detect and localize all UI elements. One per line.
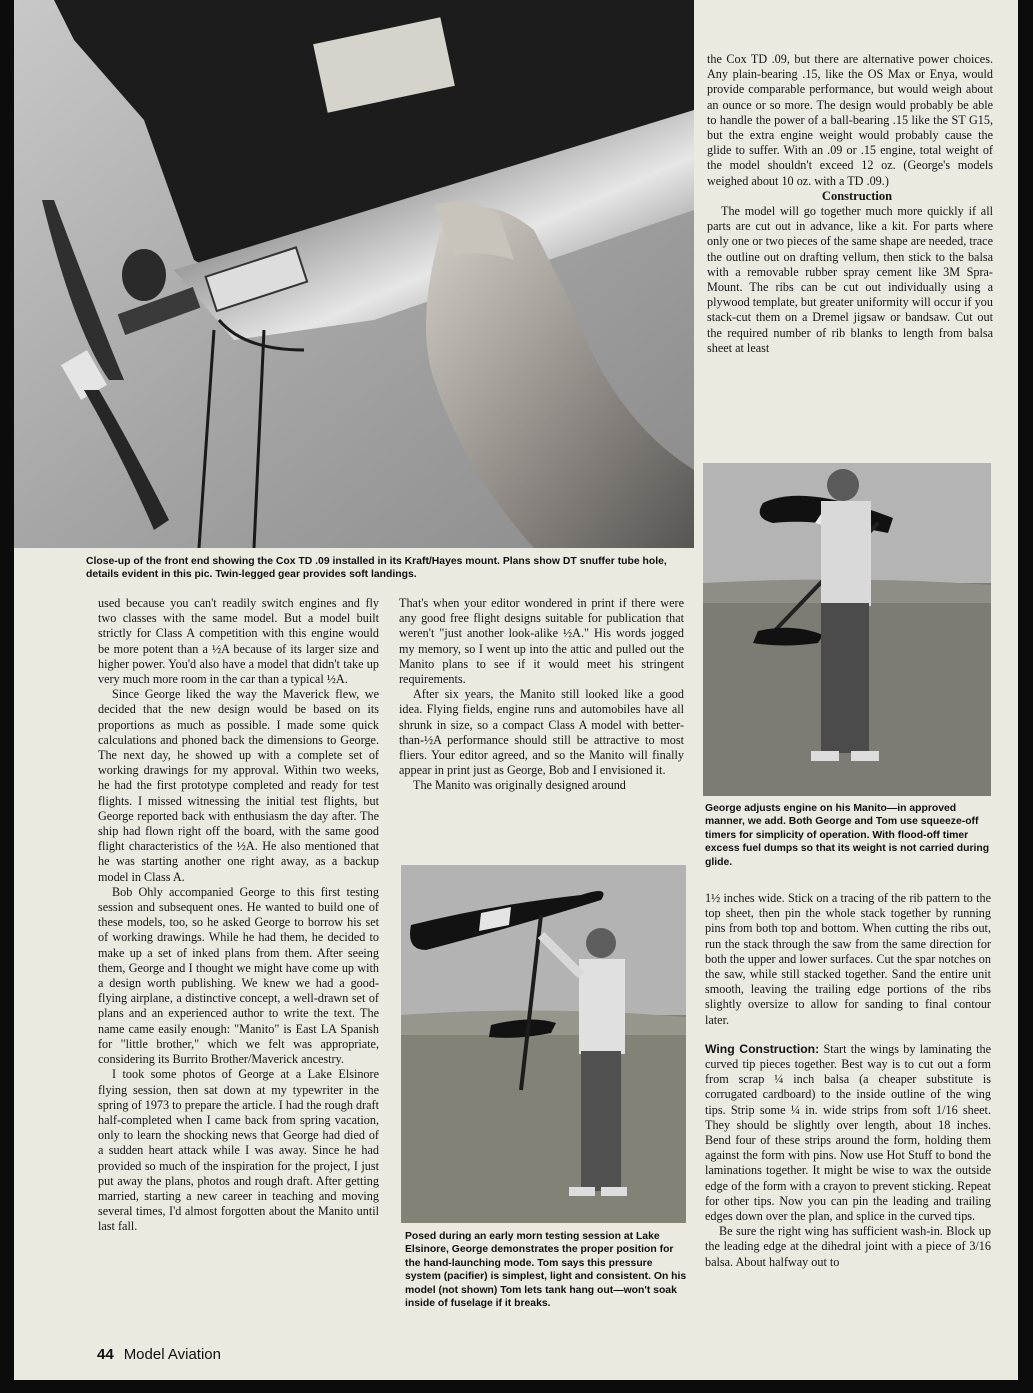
paragraph-text: Start the wings by laminating the curved tip pieces together. Best way is to cut out a form from scrap ¼ inch balsa (a cheaper substitute is corrugated cardboard) to the inside outline of the wing tips. Strip some ¼ in. wide strips from soft 1/16 sheet. They should be slightly over length, about 18 inches. Bend four of these strips around the form, holding them against the form with pins. Now use Hot Stuff to bond the laminations together. It might be wise to wax the outside edge of the form with a crayon to prevent sticking. Repeat for other tips. Now you can pin the leading and trailing edges down over the plan, and splice in the curved tips. — [705, 1041, 991, 1224]
section-heading-construction: Construction — [821, 188, 893, 203]
column-1-text — [98, 596, 379, 1235]
paragraph: I took some photos of George at a Lake Elsinore flying session, then sat down at my typewriter in the spring of 1973 to prepare the article. I had the rough draft half-completed when I came back from spring vacation, only to learn the shocking news that George had died of a sudden heart attack while I was away. Since he had provided so much of the inspiration for the project, I just put away the plans, photos and rough draft. After getting married, starting a new career in teaching and moving several times, I'd almost forgotten about the Manito until last fall. — [98, 1067, 379, 1234]
paragraph: Since George liked the way the Maverick flew, we decided that the new design would be based on its proportions as much as possible. I made some quick calculations and phoned back the dimensions to George. The next day, he showed up with a complete set of working drawings for my approval. Within two weeks, he had the first prototype completed and ready for test flights. I missed witnessing the initial test flights, but George reported back with enthusiasm the day after. The ship had flown right off the board, with the same good flight characteristics of the ½A. He also mentioned that he was starting another one right away, as a backup model in Class A. — [98, 687, 379, 884]
page-number: 44 — [97, 1346, 114, 1363]
run-in-heading: Wing Construction: — [705, 1041, 820, 1056]
paragraph: That's when your editor wondered in print if there were any good free flight designs suitable for publication that weren't "just another look-alike ½A." His words jogged my memory, so I went up into the attic and pulled out the Manito plans to see if it would meet his stringent requirements. — [399, 596, 684, 687]
paragraph: The Manito was originally designed around — [413, 778, 626, 793]
middle-photo-caption: Posed during an early morn testing session at Lake Elsinore, George demonstrates the proper position for the hand-launching mode. Tom says this pressure system (pacifier) is simplest, light and consistent. On his model (not shown) Tom lets tank hang out—won't soak inside of fuselage if it breaks. — [405, 1231, 687, 1310]
page-folio — [97, 1346, 221, 1363]
paragraph: Be sure the right wing has sufficient wash-in. Block up the leading edge at the dihedral joint with a piece of 3/16 balsa. About halfway out to — [705, 1224, 991, 1269]
paragraph: Bob Ohly accompanied George to this first testing session and subsequent ones. He wanted to build one of these models, too, so he asked George to borrow his set of working drawings. While he had them, he decided to make up a set of inked plans from them. After seeing them, George and I thought we might have come up with a design worth publishing. We knew we had a good-flying airplane, a distinctive concept, a well-drawn set of plans and an experienced author to write the text. The name came easily enough: "Manito" is East LA Spanish for "little brother," which we felt was appropriate, considering its Burrito Brother/Maverick ancestry. — [98, 884, 379, 1067]
engine-closeup-photo — [14, 0, 694, 548]
magazine-title: Model Aviation — [123, 1346, 221, 1363]
right-photo-caption: George adjusts engine on his Manito—in approved manner, we add. Both George and Tom use squeeze-off timers for simplicity of operation. With flood-off timer excess fuel dumps so that its weight is not carried during glide. — [705, 803, 990, 868]
magazine-page — [14, 0, 1018, 1380]
right-top-text — [707, 52, 993, 356]
george-adjusting-engine-photo — [703, 463, 991, 796]
engine-closeup-image — [14, 0, 694, 548]
hand-launch-image — [401, 865, 686, 1223]
paragraph: 1½ inches wide. Stick on a tracing of the rib pattern to the top sheet, then pin the whole stack together by running pins from both top and bottom. When cutting the ribs out, run the stack through the saw from the same direction for both the upper and lower surfaces. Cut the spar notches on the saw, while still stacked together. Sand the entire unit smooth, leaving the trailing edge portions of the ribs slightly oversize to allow for sanding to final contour later. — [705, 891, 991, 1027]
top-photo-caption: Close-up of the front end showing the Cox TD .09 installed in its Kraft/Hayes mount. Plans show DT snuffer tube hole, details evident in this pic. Twin-legged gear provides soft landings. — [86, 556, 667, 581]
column-2-text — [399, 596, 684, 794]
paragraph-wing-construction — [705, 1042, 991, 1224]
paragraph: The model will go together much more quickly if all parts are cut out in advance, like a kit. For parts where only one or two pieces of the same shape are needed, trace the outline out on drafting vellum, then stick to the balsa with a removable rubber spray cement like 3M Spra-Mount. The ribs can be cut out individually using a plywood template, but greater uniformity will occur if you stack-cut them on a Dremel jigsaw or bandsaw. Cut out the required number of rib blanks to length from balsa sheet at least — [707, 204, 993, 355]
paragraph: the Cox TD .09, but there are alternative power choices. Any plain-bearing .15, like the OS Max or Enya, would provide comparable performance, but would weigh about an ounce or so more. The design would probably be able to handle the power of a ball-bearing .15 like the ST G15, but the extra engine weight would probably cause the glide to suffer. With an .09 or .15 engine, total weight of the model shouldn't exceed 12 oz. (George's models weighed about 10 oz. with a TD .09.) — [707, 52, 993, 188]
paragraph: used because you can't readily switch engines and fly two classes with the same model. But a model built strictly for Class A competition with this engine would be more potent than a ½A because of its larger size and higher power. You'd also have a model that didn't take up very much more room in the car than a typical ½A. — [98, 596, 379, 687]
george-adjusting-engine-image — [703, 463, 991, 796]
column-3-text — [705, 891, 991, 1270]
paragraph: After six years, the Manito still looked like a good idea. Flying fields, engine runs and automobiles have all shrunk in size, so a compact Class A model with better-than-½A performance should still be attractive to most fliers. Your editor agreed, and so the Manito will finally appear in print just as George, Bob and I envisioned it. — [399, 687, 684, 778]
hand-launch-photo — [401, 865, 686, 1223]
